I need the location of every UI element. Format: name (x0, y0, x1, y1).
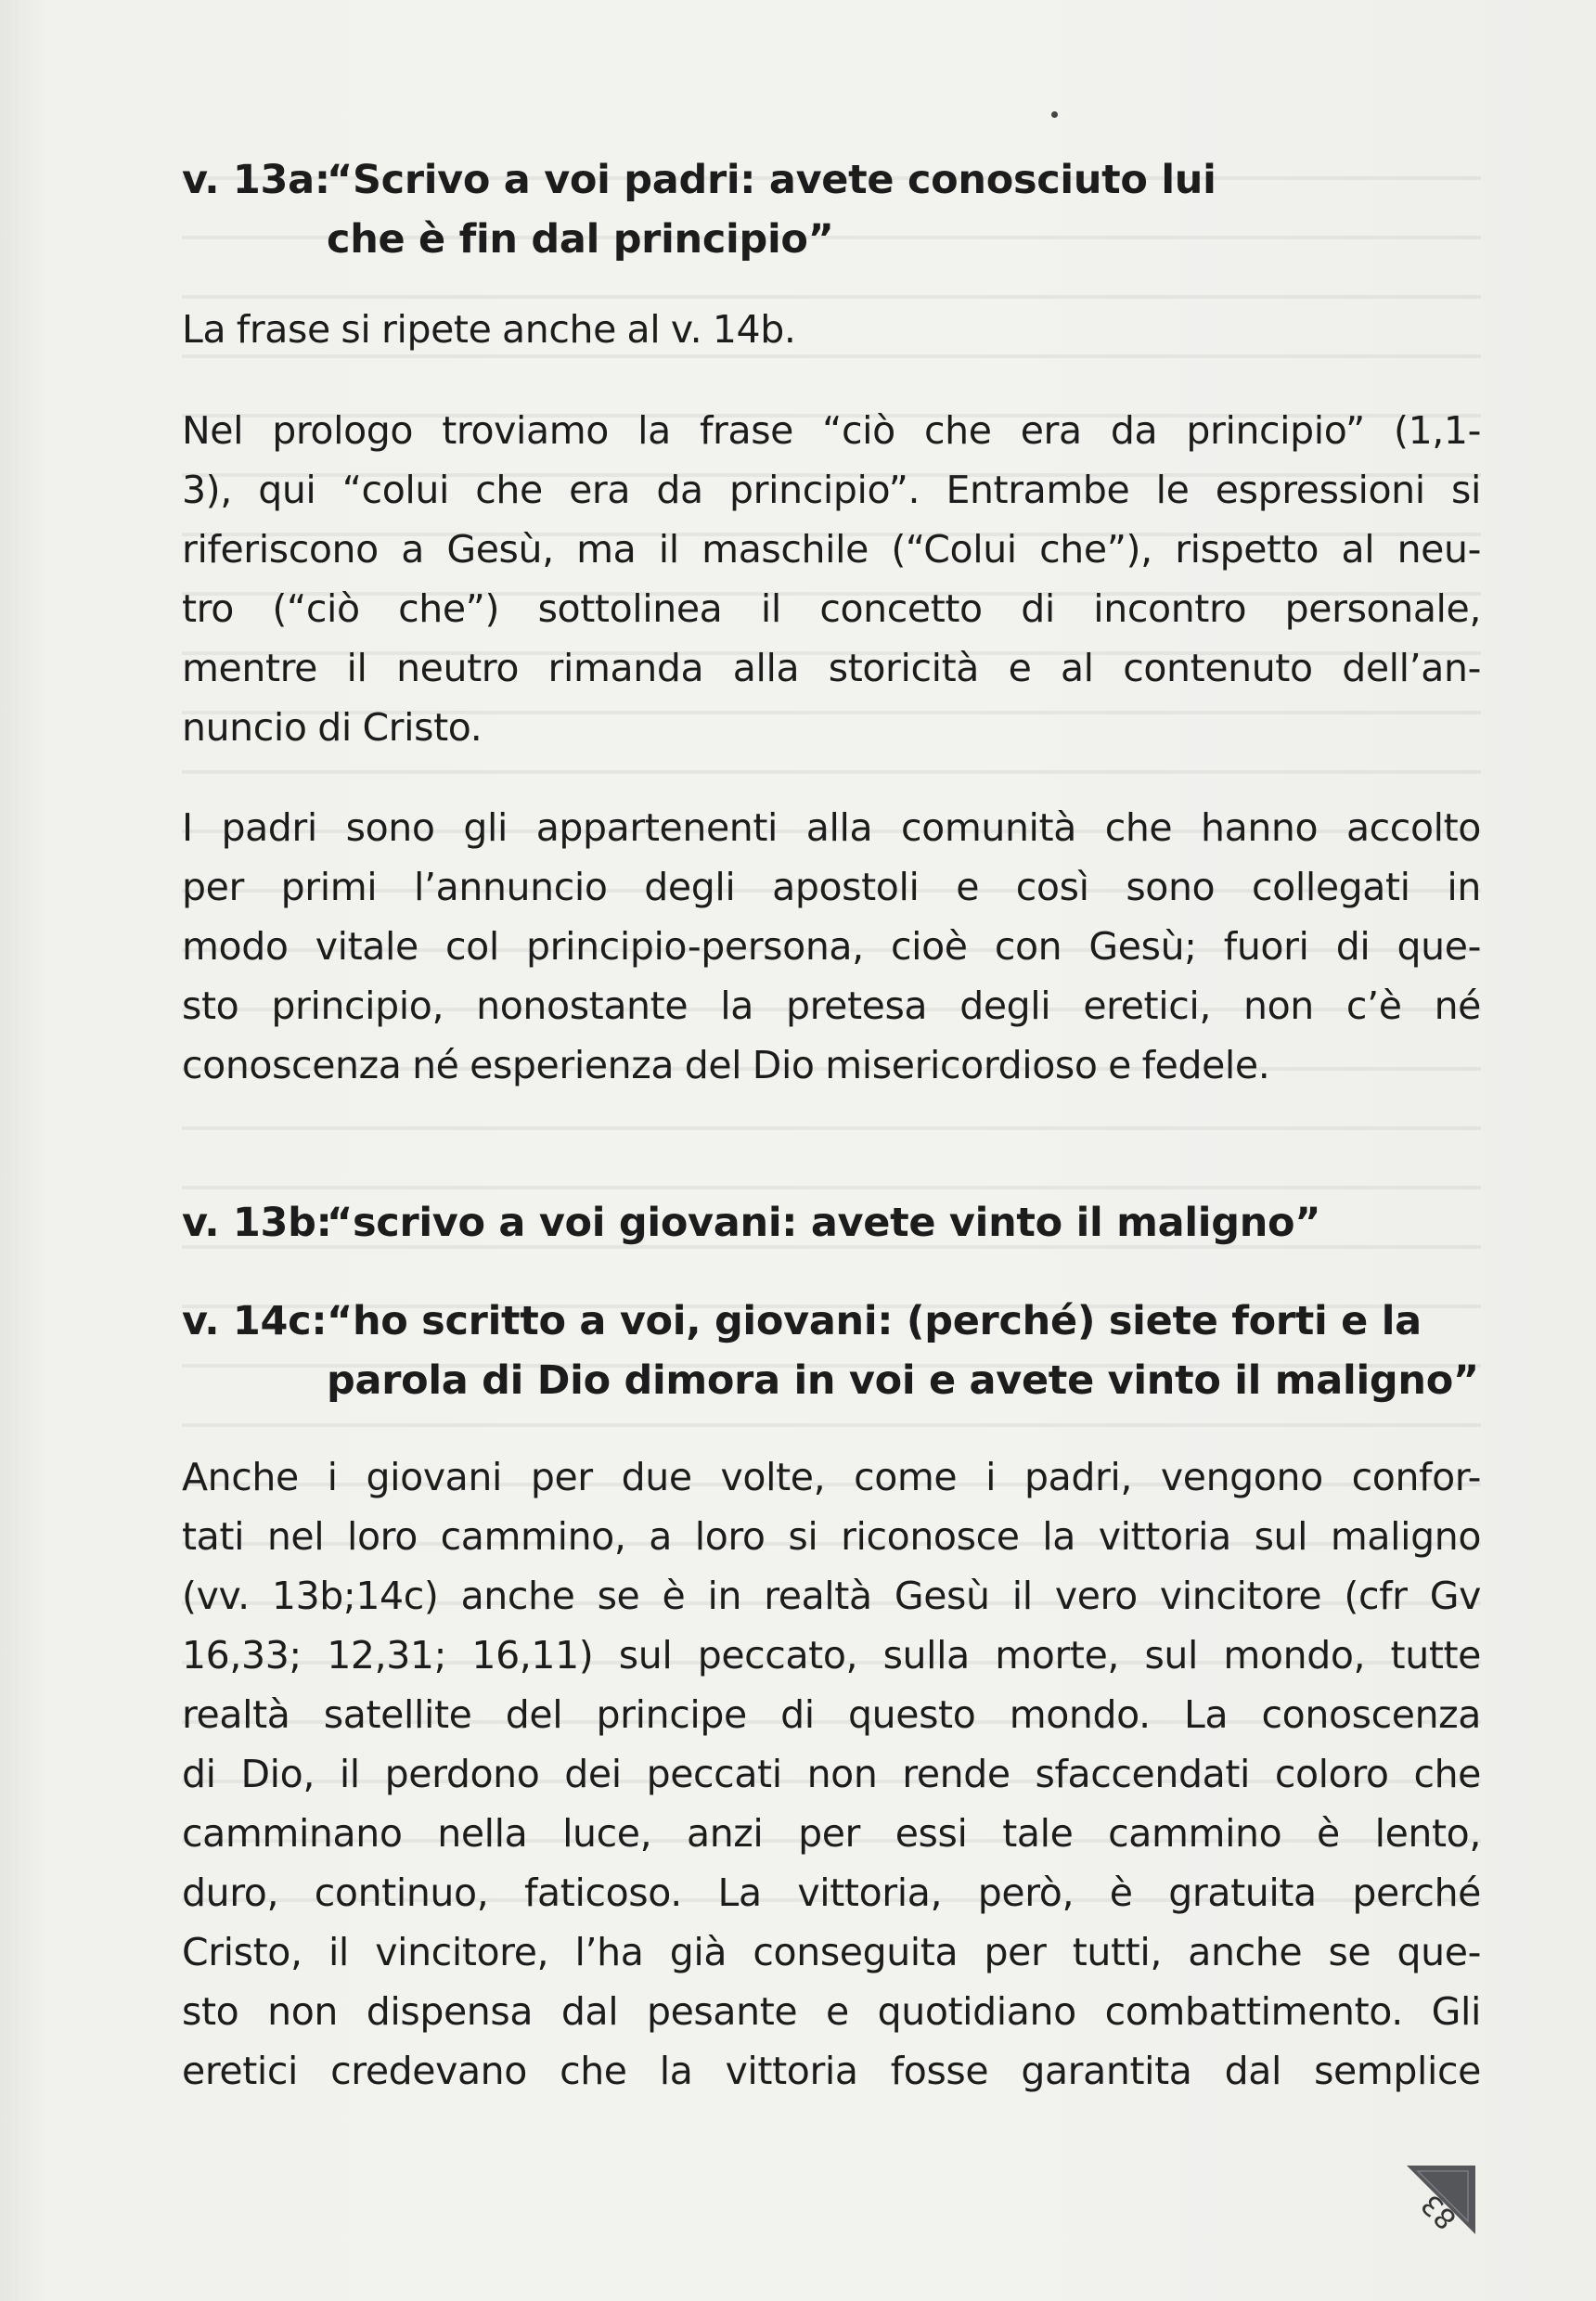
heading-quote-line-2: che è fin dal principio” (327, 216, 834, 263)
paragraph-line: Cristo, il vincitore, l’ha già conseguita per tutti, anche se que- (182, 1930, 1481, 1974)
paragraph-line: 16,33; 12,31; 16,11) sul peccato, sulla morte, sul mondo, tutte (182, 1633, 1481, 1678)
paragraph-line: di Dio, il perdono dei peccati non rende sfaccendati coloro che (182, 1752, 1481, 1796)
paragraph-line: sto non dispensa dal pesante e quotidiano combattimento. Gli (182, 1989, 1481, 2034)
verse-reference: v. 13a: (182, 157, 330, 203)
paragraph-line: sto principio, nonostante la pretesa degli eretici, non c’è né (182, 983, 1481, 1028)
paragraph-line: tro (“ciò che”) sottolinea il concetto di incontro personale, (182, 586, 1481, 631)
paragraph-line: realtà satellite del principe di questo mondo. La conoscenza (182, 1692, 1481, 1737)
verse-reference: v. 14c: (182, 1298, 328, 1344)
heading-quote-line-1: “scrivo a voi giovani: avete vinto il maligno” (327, 1200, 1321, 1246)
paragraph-line: riferiscono a Gesù, ma il maschile (“Colui che”), rispetto al neu- (182, 527, 1481, 572)
heading-quote-line-2: parola di Dio dimora in voi e avete vinto il maligno” (327, 1357, 1479, 1404)
paragraph-repeat-note (182, 300, 1481, 359)
paragraph-line: I padri sono gli appartenenti alla comunità che hanno accolto (182, 805, 1481, 850)
paragraph-line: duro, continuo, faticoso. La vittoria, però, è gratuita perché (182, 1870, 1481, 1915)
paragraph-fathers (182, 798, 1481, 1095)
paragraph-line: tati nel loro cammino, a loro si riconosce la vittoria sul maligno (182, 1514, 1481, 1559)
paragraph-line: nuncio di Cristo. (182, 705, 483, 750)
paragraph-line: modo vitale col principio-persona, cioè con Gesù; fuori di que- (182, 924, 1481, 969)
paragraph-line: (vv. 13b;14c) anche se è in realtà Gesù il vero vincitore (cfr Gv (182, 1574, 1481, 1618)
paragraph-line: per primi l’annuncio degli apostoli e così sono collegati in (182, 865, 1481, 909)
paragraph-young-people (182, 1447, 1481, 2101)
page-number: 83 (1415, 2187, 1463, 2236)
paragraph-line: camminano nella luce, anzi per essi tale cammino è lento, (182, 1811, 1481, 1856)
heading-quote-line-1: “Scrivo a voi padri: avete conosciuto lui (327, 157, 1216, 203)
paragraph-line: mentre il neutro rimanda alla storicità e al contenuto dell’an- (182, 646, 1481, 690)
paragraph-line: 3), qui “colui che era da principio”. Entrambe le espressioni si (182, 468, 1481, 512)
paragraph-line: conoscenza né esperienza del Dio misericordioso e fedele. (182, 1043, 1270, 1087)
paragraph-line: Nel prologo troviamo la frase “ciò che era da principio” (1,1- (182, 408, 1481, 453)
paragraph-prologue (182, 401, 1481, 757)
paragraph-line: La frase si ripete anche al v. 14b. (182, 307, 796, 352)
ink-speck (1051, 111, 1058, 118)
heading-quote-line-1: “ho scritto a voi, giovani: (perché) siete forti e la (327, 1298, 1422, 1344)
paragraph-line: Anche i giovani per due volte, come i padri, vengono confor- (182, 1455, 1481, 1499)
paragraph-line: eretici credevano che la vittoria fosse garantita dal semplice (182, 2049, 1481, 2093)
verse-reference: v. 13b: (182, 1200, 332, 1246)
